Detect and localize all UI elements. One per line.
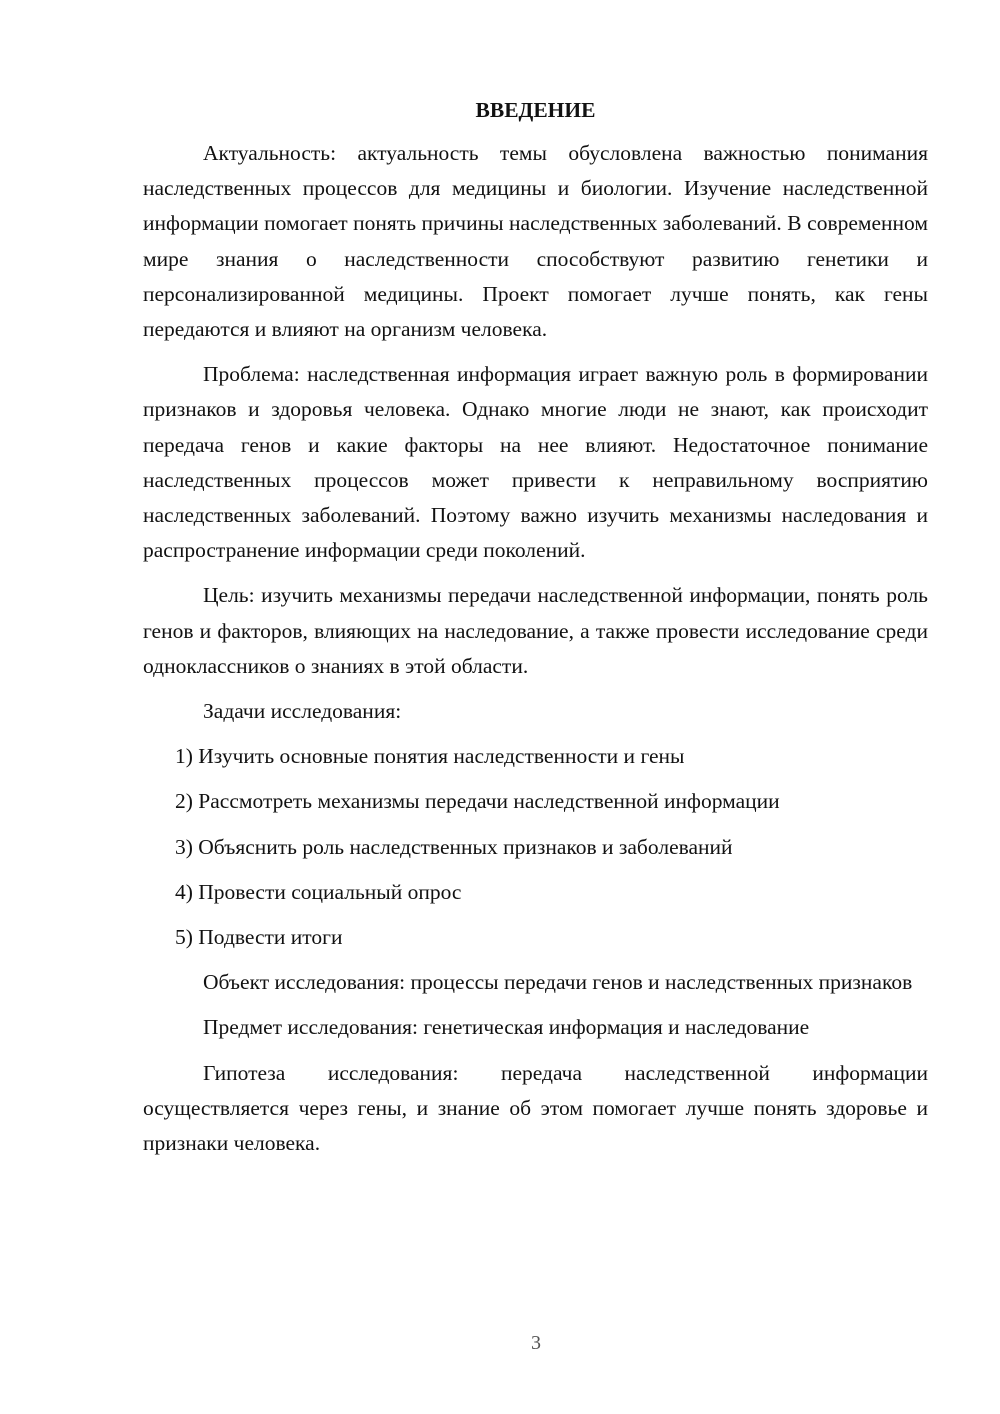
- relevance-paragraph: Актуальность: актуальность темы обусловлена важностью понимания наследственных процессов для медицины и биологии. Изучение наследственной информации помогает понять причины наследственных заболеваний. В современном мире знания о наследственности способствуют развитию генетики и персонализированной медицины. Проект помогает лучше понять, как гены передаются и влияют на организм человека.: [143, 141, 928, 342]
- tasks-list: [143, 739, 928, 955]
- list-item: 2) Рассмотреть механизмы передачи наследственной информации: [175, 789, 780, 814]
- page-number: 3: [531, 1332, 541, 1354]
- goal-paragraph: Цель: изучить механизмы передачи наследственной информации, понять роль генов и факторов, влияющих на наследование, а также провести исследование среди одноклассников о знаниях в этой области.: [143, 583, 928, 678]
- problem-paragraph: Проблема: наследственная информация играет важную роль в формировании признаков и здоровья человека. Однако многие люди не знают, как происходит передача генов и какие факторы на нее влияют. Недостаточное понимание наследственных процессов может привести к неправильному восприятию наследственных заболеваний. Поэтому важно изучить механизмы наследования и распространение информации среди поколений.: [143, 362, 928, 563]
- hypothesis-paragraph: Гипотеза исследования: передача наследственной информации осуществляется через гены, и знание об этом помогает лучше понять здоровье и признаки человека.: [143, 1060, 928, 1156]
- document-page: [143, 92, 928, 1171]
- tasks-heading: Задачи исследования:: [203, 699, 402, 724]
- subject-paragraph: Предмет исследования: генетическая информация и наследование: [203, 1015, 810, 1040]
- object-paragraph: Объект исследования: процессы передачи генов и наследственных признаков: [203, 970, 913, 995]
- list-item: 3) Объяснить роль наследственных признаков и заболеваний: [175, 834, 733, 859]
- list-item: 4) Провести социальный опрос: [175, 879, 462, 904]
- list-item: 5) Подвести итоги: [175, 925, 343, 950]
- list-item: 1) Изучить основные понятия наследственности и гены: [175, 744, 685, 769]
- section-title: ВВЕДЕНИЕ: [475, 98, 596, 122]
